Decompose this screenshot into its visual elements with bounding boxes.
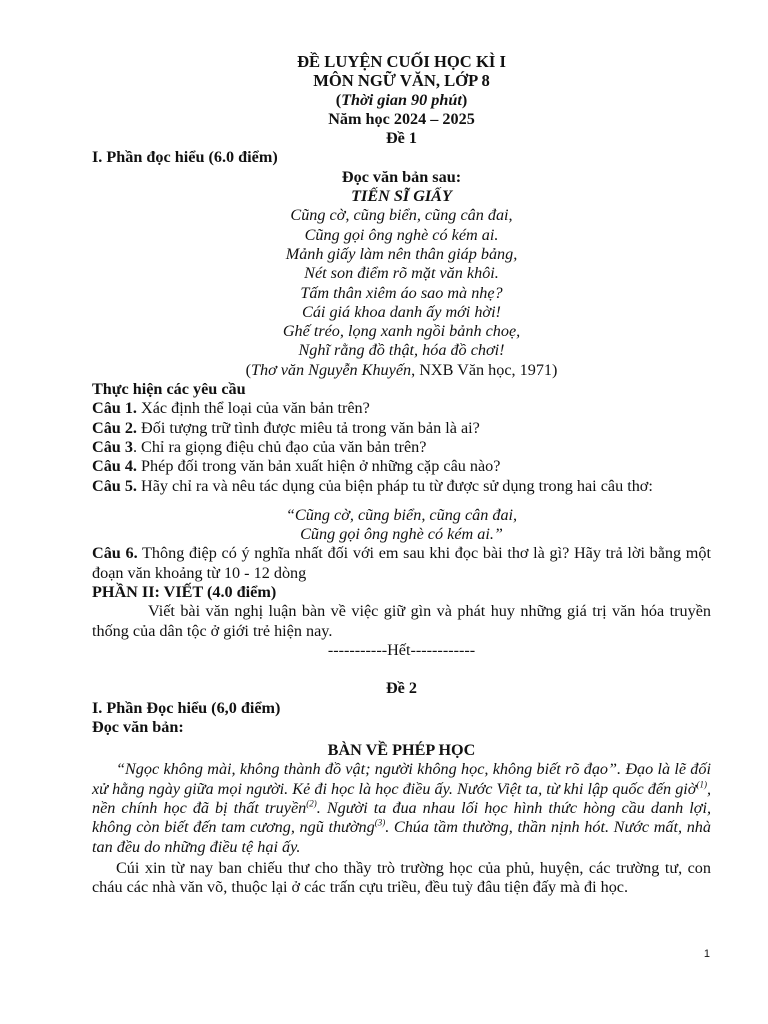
passage-paragraph-2: Cúi xin từ nay ban chiếu thư cho thầy trò trường học của phủ, huyện, các trường tư, con cháu các nhà văn võ, thuộc lại ở các trấn cựu triều, đều tuỳ đâu tiện đấy mà đi học. [92,858,711,897]
question-5: Câu 5. Hãy chỉ ra và nêu tác dụng của biện pháp tu từ được sử dụng trong hai câu thơ: [92,476,653,495]
poem-line: Cái giá khoa danh ấy mới hời! [302,302,501,321]
doc-school-year: Năm học 2024 – 2025 [328,109,475,128]
poem [92,206,711,360]
writing-prompt: Viết bài văn nghị luận bàn về việc giữ gìn và phát huy những giá trị văn hóa truyền thống của dân tộc ở giới trẻ hiện nay. [92,602,711,640]
section-reading-heading-2: I. Phần Đọc hiểu (6,0 điểm) [92,698,281,717]
passage-paragraph-1: “Ngọc không mài, không thành đồ vật; người không học, không biết rõ đạo”. Đạo là lẽ đối xử hằng ngày giữa mọi người. Kẻ đi học là học điều ấy. Nước Việt ta, từ khi lập quốc đến giờ$^{(1)}$, nền chính học đã bị thất truyền$^{(2)}$. Người ta đua nhau lối học hình thức hòng cầu danh lợi, không còn biết đến tam cương, ngũ thường$^{(3)}$. Chúa tầm thường, thần nịnh hót. Nước mất, nhà tan đều do những điều tệ hại ấy. [92,760,711,856]
page-number: 1 [703,948,710,960]
poem-line: Nét son điểm rõ mặt văn khôi. [304,264,499,283]
question-3: Câu 3. Chỉ ra giọng điệu chủ đạo của văn bản trên? [92,437,427,456]
quote-line: Cũng gọi ông nghè có kém ai.” [300,525,503,544]
poem-source: (Thơ văn Nguyễn Khuyến, NXB Văn học, 1971) [245,360,558,379]
document-page [92,52,711,897]
question-4: Câu 4. Phép đối trong văn bản xuất hiện ở những cặp câu nào? [92,457,501,476]
reading-instruction: Đọc văn bản sau: [341,167,462,186]
poem-title: TIẾN SĨ GIẤY [351,187,452,206]
quote-line: “Cũng cờ, cũng biển, cũng cân đai, [285,505,518,524]
poem-line: Tấm thân xiêm áo sao mà nhẹ? [300,283,503,302]
doc-duration: (Thời gian 90 phút) [335,90,468,109]
question-6: Câu 6. Thông điệp có ý nghĩa nhất đối với em sau khi đọc bài thơ là gì? Hãy trả lời bằng một đoạn văn khoảng từ 10 - 12 dòng [92,544,711,582]
doc-subject: MÔN NGỮ VĂN, LỚP 8 [313,71,490,91]
poem-line: Cũng cờ, cũng biển, cũng cân đai, [290,206,513,225]
poem-line: Mảnh giấy làm nên thân giáp bảng, [285,244,518,263]
question-1: Câu 1. Xác định thể loại của văn bản trên? [92,399,370,418]
poem-line: Ghế tréo, lọng xanh ngồi bảnh choẹ, [282,322,521,341]
doc-title: ĐỀ LUYỆN CUỐI HỌC KÌ I [297,52,506,71]
poem-line: Nghĩ rằng đồ thật, hóa đồ chơi! [298,341,505,360]
task-heading: Thực hiện các yêu cầu [92,380,246,399]
section-writing-heading: PHẦN II: VIẾT (4.0 điểm) [92,583,277,602]
section-reading-heading: I. Phần đọc hiểu (6.0 điểm) [92,148,278,167]
exam-2-title: Đề 2 [385,679,417,698]
text-title: BÀN VỀ PHÉP HỌC [327,741,476,760]
exam-1-title: Đề 1 [385,129,417,148]
poem-line: Cũng gọi ông nghè có kém ai. [304,225,499,244]
question-2: Câu 2. Đối tượng trữ tình được miêu tả trong văn bản là ai? [92,418,480,437]
end-marker: -----------Hết------------ [327,640,476,659]
reading-instruction-2: Đọc văn bản: [92,717,184,736]
